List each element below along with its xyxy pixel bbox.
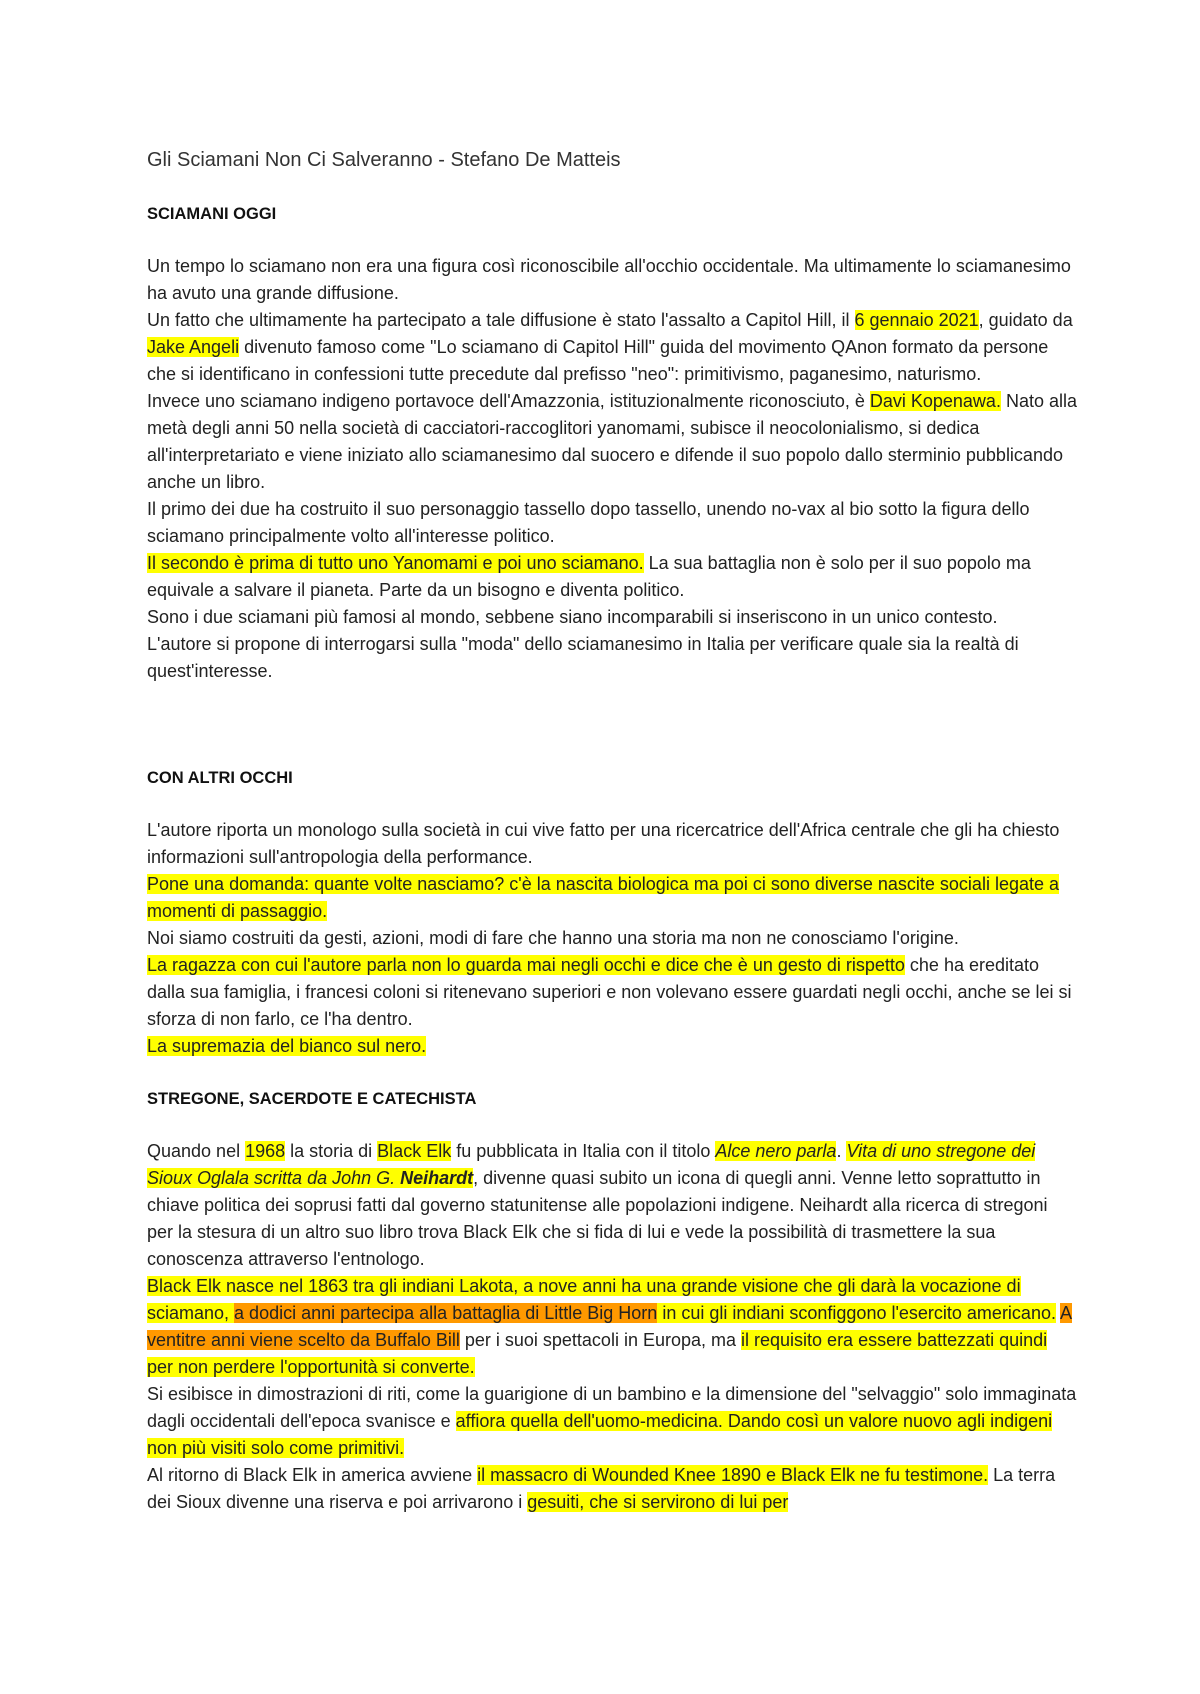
orange-highlighted-text: a dodici anni partecipa alla battaglia di Little Big Horn (234, 1303, 658, 1323)
highlighted-text: affiora quella dell'uomo-medicina. Dando così un valore nuovo agli indigeni non più visiti solo come primitivi. (147, 1411, 1053, 1458)
highlighted-text: gesuiti, che si servirono di lui per (527, 1492, 789, 1512)
highlighted-text: Black Elk (377, 1141, 452, 1161)
section-heading: CON ALTRI OCCHI (147, 769, 293, 787)
paragraph: Si esibisce in dimostrazioni di riti, come la guarigione di un bambino e la dimensione del "selvaggio" solo immaginata dagli occidentali dell'epoca svanisce e affiora quella dell'uomo-medicina. Dando così un valore nuovo agli indigeni non più visiti solo come primitivi. (147, 1384, 1077, 1458)
paragraph: Sono i due sciamani più famosi al mondo, sebbene siano incomparabili si inseriscono in un unico contesto. (147, 607, 998, 627)
highlighted-text: Pone una domanda: quante volte nasciamo? c'è la nascita biologica ma poi ci sono diverse nascite sociali legate a momenti di passaggio. (147, 874, 1059, 921)
highlighted-text: Il secondo è prima di tutto uno Yanomami e poi uno sciamano. (147, 553, 644, 573)
highlighted-text: Davi Kopenawa. (869, 391, 1001, 411)
highlighted-text: il massacro di Wounded Knee 1890 e Black Elk ne fu testimone. (477, 1465, 989, 1485)
highlighted-text: Black Elk nasce nel 1863 tra gli indiani Lakota, a nove anni ha una grande visione che gli darà la vocazione di sciamano, (147, 1276, 1021, 1323)
paragraph: Un fatto che ultimamente ha partecipato a tale diffusione è stato l'assalto a Capitol Hill, il 6 gennaio 2021, guidato da Jake Angeli divenuto famoso come "Lo sciamano di Capitol Hill" guida del movimento QAnon formato da persone che si identificano in confessioni tutte precedute dal prefisso "neo": primitivismo, paganesimo, naturismo. (147, 310, 1073, 384)
spacer (147, 739, 1077, 766)
paragraph: Invece uno sciamano indigeno portavoce dell'Amazzonia, istituzionalmente riconosciuto, è Davi Kopenawa. Nato alla metà degli anni 50 nella società di cacciatori-raccoglitori yanomami, subisce il neocolonialismo, si dedica all'interpretariato e viene iniziato allo sciamanesimo dal suocero e difende il suo popolo dallo sterminio pubblicando anche un libro. (147, 391, 1077, 492)
section-heading: STREGONE, SACERDOTE E CATECHISTA (147, 1090, 477, 1108)
paragraph: L'autore riporta un monologo sulla società in cui vive fatto per una ricercatrice dell'Africa centrale che gli ha chiesto informazioni sull'antropologia della performance. (147, 820, 1060, 867)
paragraph: Un tempo lo sciamano non era una figura così riconoscibile all'occhio occidentale. Ma ultimamente lo sciamanesimo ha avuto una grande diffusione. (147, 256, 1071, 303)
highlighted-text: il requisito era essere battezzati quindi per non perdere l'opportunità si converte. (147, 1330, 1048, 1377)
paragraph: L'autore si propone di interrogarsi sulla "moda" dello sciamanesimo in Italia per verificare quale sia la realtà di quest'interesse. (147, 634, 1019, 681)
highlighted-text: in cui gli indiani sconfiggono l'esercito americano. (657, 1303, 1056, 1323)
document-body (147, 145, 1077, 1516)
paragraph (147, 871, 1077, 925)
paragraph: Noi siamo costruiti da gesti, azioni, modi di fare che hanno una storia ma non ne conosciamo l'origine. (147, 928, 959, 948)
highlighted-italic-text: Vita di uno stregone dei Sioux Oglala scritta da John G. (147, 1141, 1036, 1188)
highlighted-bold-italic-text: Neihardt (400, 1168, 474, 1188)
highlighted-text: 6 gennaio 2021 (854, 310, 979, 330)
paragraph: Il primo dei due ha costruito il suo personaggio tassello dopo tassello, unendo no-vax al bio sotto la figura dello sciamano principalmente volto all'interesse politico. (147, 499, 1030, 546)
paragraph: Quando nel 1968 la storia di Black Elk fu pubblicata in Italia con il titolo Alce nero parla. Vita di uno stregone dei Sioux Oglala scritta da John G. Neihardt, divenne quasi subito un icona di quegli anni. Venne letto soprattutto in chiave politica dei soprusi fatti dal governo statunitense alle popolazioni indigene. Neihardt alla ricerca di stregoni per la stesura di un altro suo libro trova Black Elk che si fida di lui e vede la possibilità di trasmettere la sua conoscenza attraverso l'entnologo. (147, 1141, 1048, 1269)
document-title: Gli Sciamani Non Ci Salveranno - Stefano De Matteis (147, 149, 621, 171)
paragraph: La ragazza con cui l'autore parla non lo guarda mai negli occhi e dice che è un gesto di rispetto che ha ereditato dalla sua famiglia, i francesi coloni si ritenevano superiori e non volevano essere guardati negli occhi, anche se lei si sforza di non farlo, ce l'ha dentro. (147, 955, 1072, 1029)
highlighted-text: La ragazza con cui l'autore parla non lo guarda mai negli occhi e dice che è un gesto di rispetto (147, 955, 905, 975)
highlighted-text: Jake Angeli (147, 337, 240, 357)
paragraph: Al ritorno di Black Elk in america avviene il massacro di Wounded Knee 1890 e Black Elk ne fu testimone. La terra dei Sioux divenne una riserva e poi arrivarono i gesuiti, che si servirono di lui per (147, 1465, 1056, 1512)
spacer (147, 1060, 1077, 1087)
paragraph: Il secondo è prima di tutto uno Yanomami e poi uno sciamano. La sua battaglia non è solo per il suo popolo ma equivale a salvare il pianeta. Parte da un bisogno e diventa politico. (147, 553, 1031, 600)
highlighted-text: La supremazia del bianco sul nero. (147, 1036, 427, 1056)
spacer (147, 685, 1077, 739)
section-heading: SCIAMANI OGGI (147, 205, 277, 223)
highlighted-italic-text: Alce nero parla (715, 1141, 837, 1161)
paragraph (147, 1033, 1077, 1060)
orange-highlighted-text: A ventitre anni viene scelto da Buffalo Bill (147, 1303, 1072, 1350)
paragraph: Black Elk nasce nel 1863 tra gli indiani Lakota, a nove anni ha una grande visione che gli darà la vocazione di sciamano, a dodici anni partecipa alla battaglia di Little Big Horn in cui gli indiani sconfiggono l'esercito americano. A ventitre anni viene scelto da Buffalo Bill per i suoi spettacoli in Europa, ma il requisito era essere battezzati quindi per non perdere l'opportunità si converte. (147, 1276, 1072, 1377)
highlighted-text: 1968 (245, 1141, 286, 1161)
